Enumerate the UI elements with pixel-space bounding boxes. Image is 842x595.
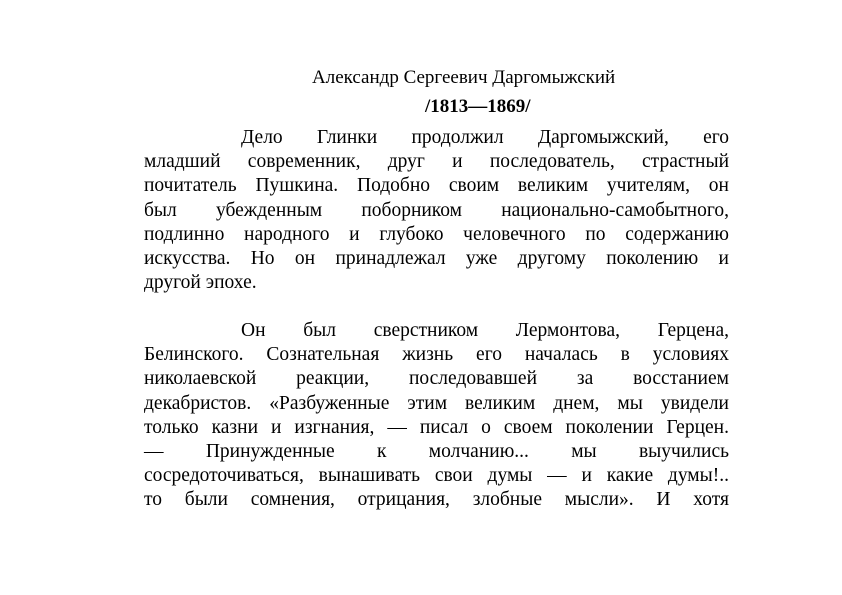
paragraph-1 [144, 126, 729, 295]
paragraph-line: то были сомнения, отрицания, злобные мысли». И хотя [144, 489, 729, 511]
paragraph-line: сосредоточиваться, вынашивать свои думы — и какие думы!.. [144, 465, 729, 487]
paragraph-line: декабристов. «Разбуженные этим великим днем, мы увидели [144, 392, 729, 414]
paragraph-2 [144, 319, 729, 513]
paragraph-line: был убежденным поборником национально-самобытного, [144, 199, 729, 221]
paragraph-line: Он был сверстником Лермонтова, Герцена, [241, 320, 729, 341]
paragraph-line: подлинно народного и глубоко человечного по содержанию [144, 223, 729, 245]
paragraph-line: только казни и изгнания, — писал о своем поколении Герцен. [144, 416, 729, 438]
paragraph-line: другой эпохе. [144, 272, 257, 294]
author-name-heading: Александр Сергеевич Даргомыжский [312, 67, 616, 88]
paragraph-line: Дело Глинки продолжил Даргомыжский, его [241, 127, 729, 148]
paragraph-line: младший современник, друг и последователь, страстный [144, 151, 729, 173]
paragraph-line: николаевской реакции, последовавшей за восстанием [144, 368, 729, 390]
paragraph-line: искусства. Но он принадлежал уже другому поколению и [144, 247, 729, 269]
paragraph-line: почитатель Пушкина. Подобно своим великим учителям, он [144, 175, 729, 197]
paragraph-line: — Принужденные к молчанию... мы выучились [144, 440, 729, 462]
author-years-heading: /1813—1869/ [425, 96, 531, 117]
paragraph-line: Белинского. Сознательная жизнь его началась в условиях [144, 344, 729, 366]
